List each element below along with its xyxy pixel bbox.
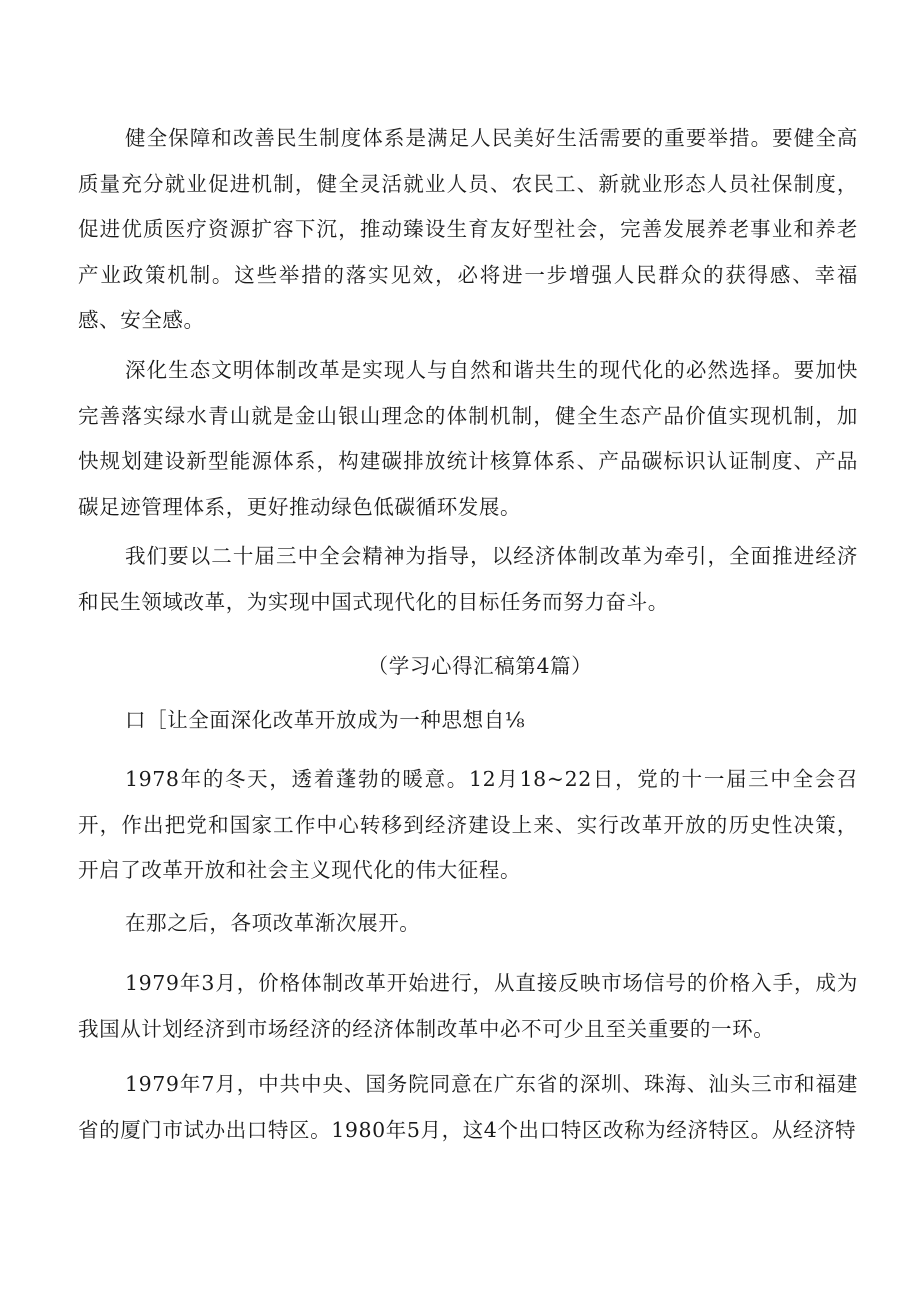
article-subtitle: 口［让全面深化改革开放成为一种思想自⅛ [125,708,526,732]
paragraph-livelihood: 健全保障和改善民生制度体系是满足人民美好生活需要的重要举措。要健全高质量充分就业促进机制，健全灵活就业人员、农民工、新就业形态人员社保制度，促进优质医疗资源扩容下沉，推动臻设生育友好型社会，完善发展养老事业和养老产业政策机制。这些举措的落实见效，必将进一步增强人民群众的获得感、幸福感、安全感。 [78,126,858,332]
paragraph-1978: 1978年的冬天，透着蓬勃的暖意。12月18~22日，党的十一届三中全会召开，作出把党和国家工作中心转移到经济建设上来、实行改革开放的历史性决策，开启了改革开放和社会主义现代化的伟大征程。 [78,767,858,882]
paragraph-1979-july: 1979年7月，中共中央、国务院同意在广东省的深圳、珠海、汕头三市和福建省的厦门市试办出口特区。1980年5月，这4个出口特区改称为经济特区。从经济特 [78,1072,858,1142]
section-heading: （学习心得汇稿第4篇） [367,654,593,678]
paragraph-reforms-begin: 在那之后，各项改革渐次展开。 [125,911,421,935]
paragraph-1979-march: 1979年3月，价格体制改革开始进行，从直接反映市场信号的价格入手，成为我国从计划经济到市场经济的经济体制改革中必不可少且至关重要的一环。 [78,971,858,1041]
paragraph-conclusion: 我们要以二十届三中全会精神为指导，以经济体制改革为牵引，全面推进经济和民生领域改革，为实现中国式现代化的目标任务而努力奋斗。 [78,544,858,614]
paragraph-ecology: 深化生态文明体制改革是实现人与自然和谐共生的现代化的必然选择。要加快完善落实绿水青山就是金山银山理念的体制机制，健全生态产品价值实现机制，加快规划建设新型能源体系，构建碳排放统计核算体系、产品碳标识认证制度、产品碳足迹管理体系，更好推动绿色低碳循环发展。 [78,358,858,519]
